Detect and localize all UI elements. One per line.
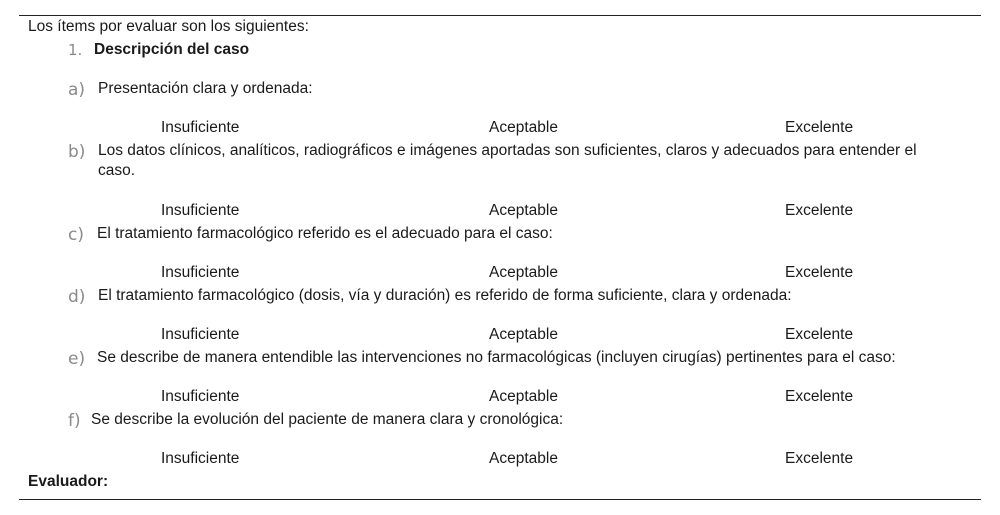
item-text: Se describe la evolución del paciente de manera clara y cronológica: <box>91 411 564 428</box>
item-text: Los datos clínicos, analíticos, radiográficos e imágenes aportadas son suficientes, claros y adecuados para entender el caso. <box>98 142 917 179</box>
scale-option-aceptable: Aceptable <box>489 119 558 136</box>
scale-option-insuficiente: Insuficiente <box>161 388 240 405</box>
scale-option-insuficiente: Insuficiente <box>161 326 240 343</box>
scale-option-aceptable: Aceptable <box>489 450 558 467</box>
item-text: Presentación clara y ordenada: <box>98 80 313 97</box>
section-title: Descripción del caso <box>94 41 250 58</box>
item-text: Se describe de manera entendible las intervenciones no farmacológicas (incluyen cirugías) pertinentes para el caso: <box>97 349 896 366</box>
item-marker: b) <box>68 142 86 162</box>
intro-text: Los ítems por evaluar son los siguientes: <box>28 18 309 35</box>
top-rule <box>19 15 981 16</box>
scale-option-insuficiente: Insuficiente <box>161 450 240 467</box>
scale-option-excelente: Excelente <box>785 264 854 281</box>
item-marker: f) <box>68 411 81 431</box>
item-marker: e) <box>68 349 86 369</box>
scale-option-excelente: Excelente <box>785 119 854 136</box>
scale-option-aceptable: Aceptable <box>489 202 558 219</box>
evaluator-label: Evaluador: <box>28 473 109 490</box>
scale-option-insuficiente: Insuficiente <box>161 202 240 219</box>
scale-option-aceptable: Aceptable <box>489 326 558 343</box>
item-text: El tratamiento farmacológico (dosis, vía y duración) es referido de forma suficiente, clara y ordenada: <box>98 287 792 304</box>
item-marker: c) <box>68 225 84 245</box>
scale-option-aceptable: Aceptable <box>489 264 558 281</box>
scale-option-excelente: Excelente <box>785 450 854 467</box>
item-marker: a) <box>68 80 86 100</box>
item-text: El tratamiento farmacológico referido es el adecuado para el caso: <box>97 225 553 242</box>
scale-option-excelente: Excelente <box>785 326 854 343</box>
scale-option-excelente: Excelente <box>785 202 854 219</box>
scale-option-insuficiente: Insuficiente <box>161 119 240 136</box>
bottom-rule <box>19 499 981 500</box>
scale-option-aceptable: Aceptable <box>489 388 558 405</box>
scale-option-insuficiente: Insuficiente <box>161 264 240 281</box>
item-marker: d) <box>68 287 86 307</box>
section-number: 1. <box>68 41 83 59</box>
scale-option-excelente: Excelente <box>785 388 854 405</box>
